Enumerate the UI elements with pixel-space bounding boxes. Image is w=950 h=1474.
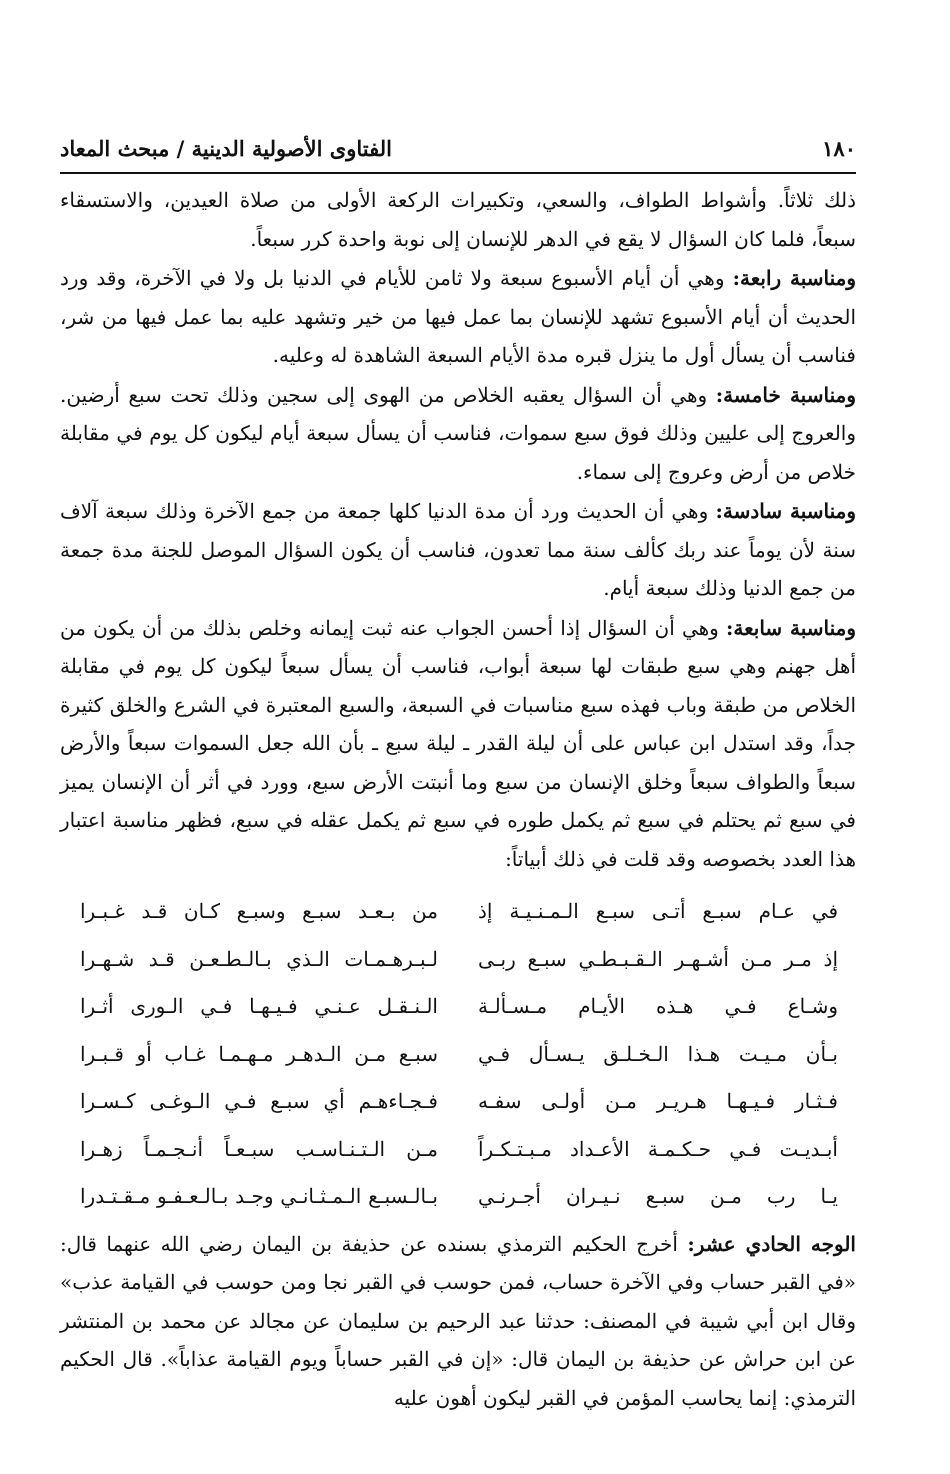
paragraph-3 <box>60 376 856 492</box>
page-body <box>60 181 856 1418</box>
header-rule <box>60 172 856 174</box>
paragraph-lead: ومناسبة رابعة: <box>732 266 856 290</box>
paragraph-4 <box>60 492 856 608</box>
poem-hemistich-left: فـجـاءهـم أي سبـع فـي الـوغـى كـسـرا <box>80 1089 438 1113</box>
poem-hemistich-right: بـأن مـيـت هـذا الـخـلـق يـسـأل فـي <box>478 1041 838 1066</box>
paragraph-6 <box>60 1225 856 1418</box>
poem-hemistich-left: سبـع مـن الـدهـر مـهـمـا غـاب أو قـبـرا <box>80 1041 438 1066</box>
running-title <box>60 136 392 161</box>
paragraph-lead: ومناسبة خامسة: <box>715 382 856 407</box>
book-title: الفتاوى الأصولية الدينية <box>191 135 392 161</box>
poem-hemistich-right: يـا رب مـن سبـع نـيـران أجـرنـي <box>478 1184 838 1208</box>
paragraph-text: أخرج الحكيم الترمذي بسنده عن حذيفة بن اليمان رضي الله عنهما قال: «في القبر حساب وفي الآخرة حساب، فمن حوسب في القبر نجا ومن حوسب في القيامة عذب» وقال ابن أبي شيبة في المصنف: حدثنا عبد الرحيم بن سليمان عن مجالد عن محمد بن المنتشر عن ابن حراش عن حذيفة بن اليمان قال: «إن في القبر حساباً ويوم القيامة عذاباً». قال الحكيم الترمذي: إنما يحاسب المؤمن في القبر ليكون أهون عليه <box>60 1231 856 1410</box>
poem-hemistich-left: من بـعـد سبـع وسبـع كـان قـد غـبـرا <box>80 899 438 923</box>
poem-hemistich-right: في عـام سبـع أتـى سبـع الـمـنـيـة إذ <box>478 899 838 923</box>
paragraph-lead: الوجه الحادي عشر: <box>687 1231 856 1256</box>
poem-hemistich-left: مـن الـتـنـاسـب سبـعـاً أنـجـمـاً زهـرا <box>80 1136 438 1161</box>
paragraph-lead: ومناسبة سابعة: <box>726 615 856 640</box>
paragraph-2 <box>60 259 856 375</box>
title-separator: / <box>176 135 185 161</box>
poem-hemistich-left: الـنـقـل عـنـي فـيـهـا فـي الـورى أثـرا <box>80 994 438 1018</box>
section-title: مبحث المعاد <box>60 135 170 161</box>
paragraph-5 <box>60 609 856 879</box>
poem-hemistich-right: إذ مـر مـن أشـهـر الـقـبـطـي سبـع ربـى <box>478 946 838 971</box>
page-header <box>60 128 856 168</box>
poem-hemistich-right: أبـديـت فـي حـكـمـة الأعـداد مـبـتـكـراً <box>478 1136 838 1161</box>
paragraph-lead: ومناسبة سادسة: <box>715 499 857 523</box>
paragraph-text: وهي أن السؤال إذا أحسن الجواب عنه ثبت إيمانه وخلص بذلك من أن يكون من أهل جهنم وهي سبع طبقات لها سبعة أبواب، فناسب أن يسأل سبعاً ليكون كل يوم في مقابلة الخلاص من طبقة وباب فهذه سبع مناسبات في السبعة، والسبع المعتبرة في الشرع والخلق كثيرة جداً، وقد استدل ابن عباس على أن ليلة القدر ـ ليلة سبع ـ بأن الله جعل السموات سبعاً والأرض سبعاً والطواف سبعاً وخلق الإنسان من سبع وما أنبتت الأرض سبع، وورد في أثر أن الإنسان يميز في سبع ثم يحتلم في سبع ثم يكمل طوره في سبع ثم يكمل عقله في سبع، فظهر مناسبة اعتبار هذا العدد بخصوصه وقد قلت في ذلك أبياتاً: <box>60 615 856 871</box>
paragraph-text: وهي أن السؤال يعقبه الخلاص من الهوى إلى سجين وذلك تحت سبع أرضين. والعروج إلى عليين وذلك فوق سبع سموات، فناسب أن يسأل سبعة أيام ليكون كل يوم في مقابلة خلاص من أرض وعروج إلى سماء. <box>60 382 856 484</box>
paragraph-text: وهي أن أيام الأسبوع سبعة ولا ثامن للأيام في الدنيا بل ولا في الآخرة، وقد ورد الحديث أن أيام الأسبوع تشهد للإنسان بما عمل فيها من خير وتشهد عليه بما عمل فيها من شر، فناسب أن يسأل أول ما ينزل قبره مدة الأيام السبعة الشاهدة له وعليه. <box>60 266 856 367</box>
poem-hemistich-left: بـالـسبـع الـمـثـانـي وجـد بـالـعـفـو مـقـتـدرا <box>80 1184 438 1208</box>
poem-hemistich-right: وشـاع فـي هـذه الأيـام مـسـألـة <box>478 994 838 1018</box>
paragraph-text: ذلك ثلاثاً. وأشواط الطواف، والسعي، وتكبيرات الركعة الأولى من صلاة العيدين، والاستسقاء سبعاً، فلما كان السؤال لا يقع في الدهر للإنسان إلى نوبة واحدة كرر سبعاً. <box>60 188 856 251</box>
paragraph-1 <box>60 181 856 258</box>
poem-hemistich-left: لـبـرهـمـات الـذي بـالـطـعـن قـد شـهـرا <box>80 946 438 971</box>
paragraph-text: وهي أن الحديث ورد أن مدة الدنيا كلها جمعة من جمع الآخرة وذلك سبعة آلاف سنة لأن يوماً عند ربك كألف سنة مما تعدون، فناسب أن يكون السؤال الموصل للجنة مدة جمعة من جمع الدنيا وذلك سبعة أيام. <box>60 499 856 600</box>
poem <box>60 888 856 1221</box>
poem-hemistich-right: فـثـار فـيـهـا هـريـر مـن أولـى سفـه <box>478 1089 838 1113</box>
page-number: ١٨٠ <box>822 135 856 161</box>
